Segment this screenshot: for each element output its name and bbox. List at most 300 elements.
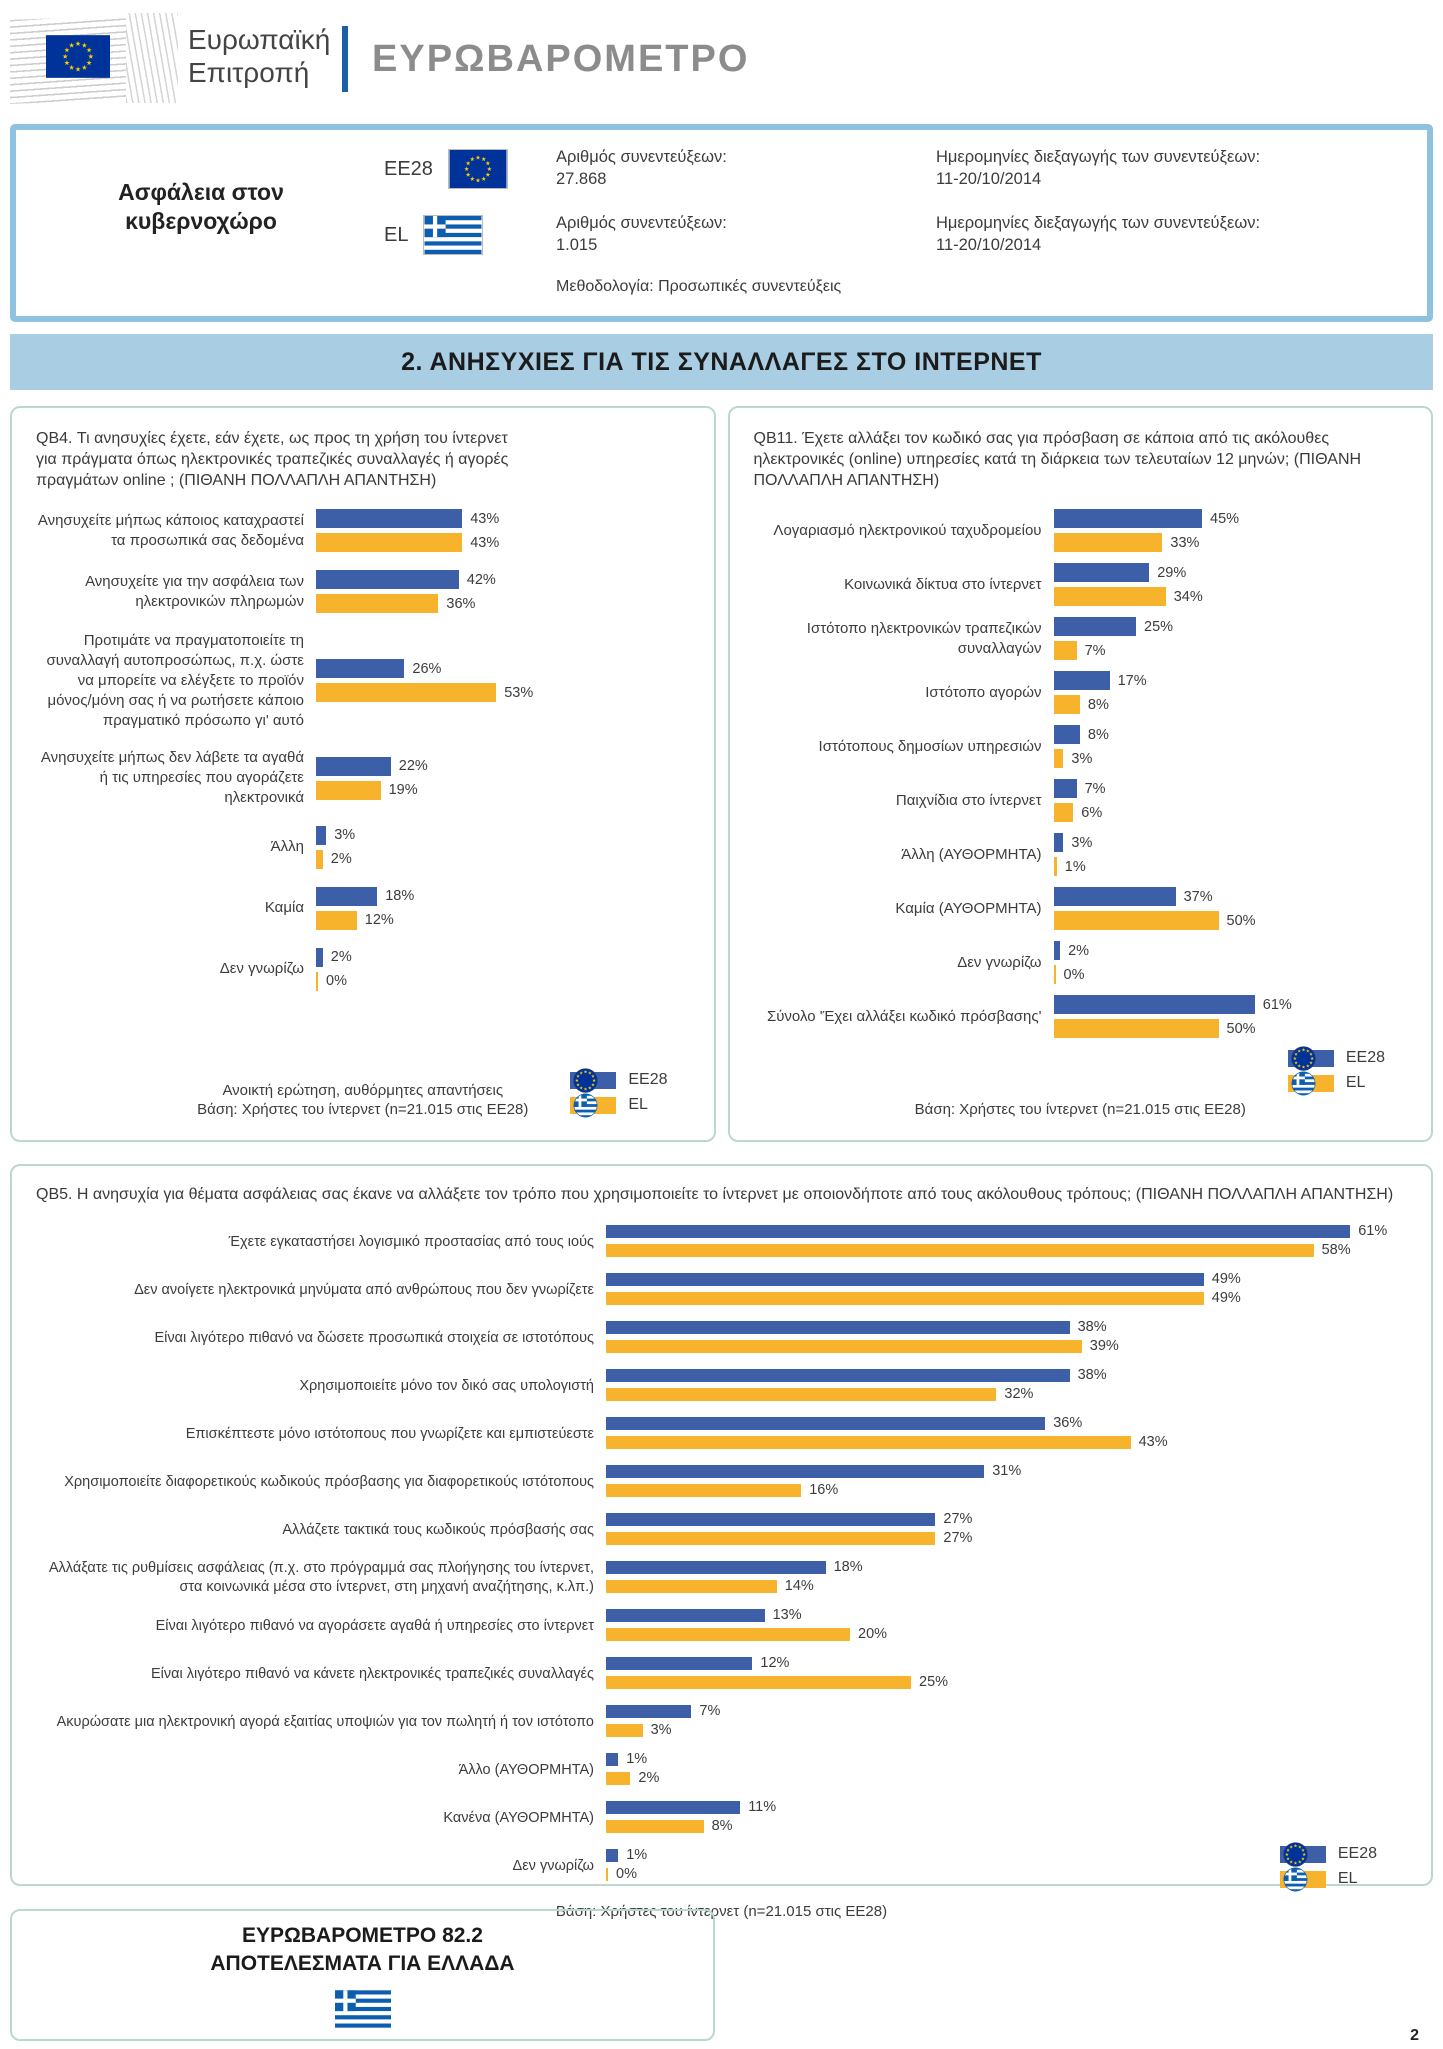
bar-line: [1054, 587, 1408, 606]
value-label: 16%: [809, 1482, 839, 1499]
ee28-bar: [1054, 617, 1137, 636]
report-id-box: [10, 1909, 715, 2041]
value-label: 50%: [1226, 1020, 1256, 1037]
bar-line: [1054, 563, 1408, 582]
interviews-count: 27.868: [556, 170, 607, 189]
methodology-note: Μεθοδολογία: Προσωπικές συνεντεύξεις: [556, 278, 842, 296]
chart-row: [36, 1847, 1407, 1885]
category-label: Ακυρώσατε μια ηλεκτρονική αγορά εξαιτίας υποψιών για τον πωλητή ή τον ιστότοπο: [56, 1713, 594, 1730]
bar-line: [606, 1559, 1407, 1575]
el-bar: [1054, 695, 1080, 714]
bar-line: [1054, 509, 1408, 528]
chart-row: [36, 1319, 1407, 1357]
category-label: Άλλη: [270, 838, 304, 856]
chart-row: [36, 948, 690, 991]
bar-group: [316, 570, 690, 613]
bar-line: [1054, 833, 1408, 852]
value-label: 19%: [388, 782, 418, 798]
qb11-bar-chart: [754, 509, 1408, 1049]
value-label: 49%: [1211, 1271, 1241, 1288]
eu-flag-roundel-icon: [573, 1068, 598, 1093]
ec-logo-curves-decoration: [126, 13, 178, 103]
bar-group: [606, 1559, 1407, 1597]
value-label: 1%: [626, 1751, 648, 1768]
chart-row: [36, 1655, 1407, 1693]
dates-label: Ημερομηνίες διεξαγωγής των συνεντεύξεων:: [936, 214, 1261, 233]
greece-flag-icon: [335, 1990, 391, 2028]
ee28-bar: [606, 1609, 765, 1622]
bar-line: [606, 1319, 1407, 1335]
bar-line: [606, 1818, 1407, 1834]
qb11-question: QB11. Έχετε αλλάξει τον κωδικό σας για πρόσβαση σε κάποια από τις ακόλουθες ηλεκτρονικές (online) υπηρεσίες κατά τη διάρκεια των τελευταίων 12 μηνών; (ΠΙΘΑΝΗ ΠΟΛΛΑΠΛΗ ΑΠΑΝΤΗΣΗ): [753, 430, 1362, 490]
ee28-bar: [1054, 725, 1080, 744]
report-title-line2: ΑΠΟΤΕΛΕΣΜΑΤΑ ΓΙΑ ΕΛΛΑΔΑ: [210, 1952, 515, 1975]
el-code-label: EL: [384, 224, 409, 247]
bar-line: [1054, 779, 1408, 798]
chart-row: [754, 779, 1408, 822]
chart-legend: [1288, 1049, 1385, 1092]
bar-line: [606, 1367, 1407, 1383]
bar-line: [606, 1482, 1407, 1498]
chart-row: [754, 887, 1408, 930]
el-bar: [606, 1292, 1204, 1305]
legend-label-ee28: EE28: [1345, 1049, 1385, 1066]
el-interviews: [556, 212, 936, 268]
el-bar: [1054, 641, 1077, 660]
value-label: 25%: [1144, 618, 1174, 635]
survey-title: [36, 146, 366, 268]
ee28-bar: [316, 570, 459, 589]
value-label: 3%: [650, 1722, 672, 1739]
bar-group: [1054, 995, 1408, 1038]
category-label: Επισκέπτεστε μόνο ιστότοπους που γνωρίζετε και εμπιστεύεστε: [185, 1425, 594, 1442]
el-legend-swatch: [570, 1097, 616, 1114]
value-label: 11%: [748, 1799, 777, 1816]
category-label: Δεν γνωρίζω: [512, 1857, 594, 1874]
ee28-bar: [606, 1225, 1350, 1238]
value-label: 8%: [1087, 696, 1109, 713]
ee28-bar: [316, 887, 377, 906]
ee28-bar: [316, 826, 326, 845]
bar-group: [316, 948, 690, 991]
chart-row: [754, 941, 1408, 984]
bar-line: [1054, 941, 1408, 960]
bar-group: [1054, 779, 1408, 822]
value-label: 6%: [1081, 804, 1103, 821]
bar-group: [606, 1703, 1407, 1741]
bar-line: [316, 826, 690, 845]
bar-group: [606, 1799, 1407, 1837]
greece-flag-roundel-icon: [573, 1093, 598, 1118]
value-label: 38%: [1077, 1367, 1107, 1384]
bar-line: [316, 533, 690, 552]
dates-value: 11-20/10/2014: [936, 236, 1042, 255]
el-legend-swatch: [1288, 1075, 1334, 1092]
chart-row: [754, 617, 1408, 660]
document-title: ΕΥΡΩΒΑΡΟΜΕΤΡΟ: [372, 37, 750, 80]
legend-item-ee28: [1288, 1049, 1385, 1067]
ee28-code-label: EE28: [384, 158, 433, 180]
ee28-bar: [606, 1465, 984, 1478]
category-label: Δεν γνωρίζω: [957, 953, 1042, 971]
el-bar: [1054, 587, 1166, 606]
chart-legend: [570, 1071, 667, 1114]
bar-group: [606, 1751, 1407, 1789]
bar-line: [606, 1655, 1407, 1671]
category-label: Είναι λιγότερο πιθανό να δώσετε προσωπικά στοιχεία σε ιστοτόπους: [154, 1329, 594, 1346]
bar-line: [606, 1223, 1407, 1239]
value-label: 12%: [364, 912, 394, 929]
el-bar: [606, 1388, 996, 1401]
value-label: 3%: [334, 827, 356, 844]
value-label: 20%: [858, 1626, 888, 1643]
value-label: 0%: [616, 1866, 637, 1883]
el-bar: [1054, 1019, 1219, 1038]
legend-item-el: [570, 1096, 667, 1114]
bar-line: [1054, 857, 1408, 876]
bar-line: [1054, 965, 1408, 984]
chart-row: [36, 570, 690, 613]
value-label: 37%: [1183, 888, 1213, 905]
legend-item-el: [1280, 1870, 1377, 1888]
el-bar: [606, 1628, 850, 1641]
bar-line: [316, 683, 690, 702]
el-bar: [1054, 965, 1056, 984]
el-bar: [606, 1436, 1131, 1449]
bar-line: [606, 1463, 1407, 1479]
category-label: Αλλάξατε τις ρυθμίσεις ασφάλειας (π.χ. στο πρόγραμμά σας πλοήγησης του ίντερνετ, στα κοινωνικά μέσα στο ίντερνετ, στη μηχανή αναζήτησης, κ.λπ.): [48, 1560, 594, 1596]
bar-line: [1054, 695, 1408, 714]
bar-group: [1054, 725, 1408, 768]
category-label: Κοινωνικά δίκτυα στο ίντερνετ: [844, 575, 1042, 593]
el-bar: [606, 1772, 630, 1785]
dates-label: Ημερομηνίες διεξαγωγής των συνεντεύξεων:: [936, 148, 1261, 166]
qb4-footnote-2: Βάση: Χρήστες του ίντερνετ (n=21.015 στις ΕΕ28): [197, 1101, 529, 1118]
value-label: 45%: [1210, 510, 1240, 527]
value-label: 0%: [326, 973, 347, 990]
value-label: 8%: [711, 1818, 733, 1835]
el-bar: [606, 1340, 1082, 1353]
chart-row: [36, 1607, 1407, 1645]
bar-line: [316, 509, 690, 528]
value-label: 36%: [446, 595, 476, 612]
legend-item-el: [1288, 1074, 1385, 1092]
eu-flag-icon: [449, 150, 507, 188]
category-label: Καμία (ΑΥΘΟΡΜΗΤΑ): [895, 899, 1042, 917]
value-label: 17%: [1117, 672, 1147, 689]
bar-line: [606, 1434, 1407, 1450]
category-label: Ιστότοπο αγορών: [925, 683, 1042, 701]
el-bar: [1054, 803, 1074, 822]
value-label: 34%: [1173, 588, 1203, 605]
eu-flag-roundel-icon: [1283, 1842, 1308, 1867]
ee28-bar: [606, 1705, 691, 1718]
bar-group: [606, 1319, 1407, 1357]
bar-line: [1054, 725, 1408, 744]
qb4-footnote-1: Ανοικτή ερώτηση, αυθόρμητες απαντήσεις: [222, 1082, 504, 1099]
el-legend-swatch: [1280, 1871, 1326, 1888]
value-label: 13%: [772, 1607, 802, 1624]
category-label: Άλλο (ΑΥΘΟΡΜΗΤΑ): [458, 1761, 594, 1778]
bar-line: [316, 659, 690, 678]
bar-line: [606, 1607, 1407, 1623]
qb4-question: QB4. Τι ανησυχίες έχετε, εάν έχετε, ως προς τη χρήση του ίντερνετ για πράγματα όπως ηλεκτρονικές τραπεζικές συναλλαγές ή αγορές πραγμάτων online ; (ΠΙΘΑΝΗ ΠΟΛΛΑΠΛΗ ΑΠΑΝΤΗΣΗ): [36, 430, 509, 490]
bar-group: [316, 659, 690, 702]
category-label: Δεν γνωρίζω: [219, 960, 304, 978]
chart-row: [754, 509, 1408, 552]
legend-label-el: EL: [628, 1096, 648, 1113]
bar-group: [1054, 833, 1408, 876]
value-label: 61%: [1358, 1223, 1388, 1240]
el-bar: [316, 533, 462, 552]
value-label: 43%: [470, 534, 500, 551]
ee28-dates: [936, 146, 1407, 202]
value-label: 31%: [992, 1463, 1022, 1480]
bar-line: [606, 1242, 1407, 1258]
value-label: 1%: [626, 1847, 648, 1864]
bar-line: [316, 850, 690, 869]
category-label: Χρησιμοποιείτε διαφορετικούς κωδικούς πρόσβασης για διαφορετικούς ιστότοπους: [64, 1473, 594, 1490]
chart-row: [36, 748, 690, 807]
value-label: 50%: [1226, 912, 1256, 929]
ee28-bar: [606, 1513, 935, 1526]
el-flag-cell: [366, 212, 556, 268]
ee28-bar: [606, 1369, 1070, 1382]
category-label: Αλλάζετε τακτικά τους κωδικούς πρόσβασής σας: [282, 1521, 594, 1538]
ee28-bar: [316, 509, 462, 528]
bar-line: [606, 1751, 1407, 1767]
el-bar: [606, 1868, 608, 1881]
ee28-bar: [316, 659, 404, 678]
legend-item-ee28: [570, 1071, 667, 1089]
page-footer: [10, 1909, 1433, 2049]
bar-line: [316, 887, 690, 906]
report-title-line1: ΕΥΡΩΒΑΡΟΜΕΤΡΟ 82.2: [242, 1923, 483, 1947]
category-label: Δεν ανοίγετε ηλεκτρονικά μηνύματα από ανθρώπους που δεν γνωρίζετε: [134, 1281, 594, 1298]
bar-group: [1054, 563, 1408, 606]
ee28-bar: [1054, 563, 1150, 582]
category-label: Άλλη (ΑΥΘΟΡΜΗΤΑ): [901, 845, 1042, 863]
bar-group: [606, 1607, 1407, 1645]
bar-line: [606, 1674, 1407, 1690]
value-label: 33%: [1170, 534, 1200, 551]
category-label: Είναι λιγότερο πιθανό να αγοράσετε αγαθά ή υπηρεσίες στο ίντερνετ: [155, 1617, 594, 1634]
chart-row: [754, 563, 1408, 606]
value-label: 43%: [1138, 1434, 1168, 1451]
bar-group: [316, 757, 690, 800]
bar-line: [1054, 671, 1408, 690]
qb5-footnote: Βάση: Χρήστες του ίντερνετ (n=21.015 στις ΕΕ28): [555, 1903, 888, 1921]
bar-group: [606, 1655, 1407, 1693]
value-label: 18%: [385, 888, 415, 905]
ee28-bar: [606, 1561, 826, 1574]
section-title-banner: 2. ΑΝΗΣΥΧΙΕΣ ΓΙΑ ΤΙΣ ΣΥΝΑΛΛΑΓΕΣ ΣΤΟ ΙΝΤΕΡΝΕΤ: [10, 334, 1433, 390]
bar-group: [606, 1223, 1407, 1261]
ee28-bar: [606, 1801, 740, 1814]
bar-line: [1054, 533, 1408, 552]
bar-line: [316, 948, 690, 967]
el-bar: [1054, 857, 1057, 876]
chart-row: [36, 1415, 1407, 1453]
bar-line: [606, 1338, 1407, 1354]
chart-row: [36, 887, 690, 930]
ee28-bar: [1054, 941, 1061, 960]
chart-row: [754, 671, 1408, 714]
value-label: 8%: [1087, 726, 1109, 743]
survey-title-text: Ασφάλεια στον κυβερνοχώρο: [118, 179, 284, 235]
ee28-legend-swatch: [1288, 1050, 1334, 1067]
category-label: Χρησιμοποιείτε μόνο τον δικό σας υπολογιστή: [299, 1377, 594, 1394]
bar-group: [606, 1367, 1407, 1405]
bar-line: [1054, 803, 1408, 822]
value-label: 3%: [1071, 750, 1093, 767]
category-label: Ανησυχείτε μήπως δεν λάβετε τα αγαθά ή τις υπηρεσίες που αγοράζετε ηλεκτρονικά: [40, 749, 304, 806]
category-label: Σύνολο 'Έχει αλλάξει κωδικό πρόσβασης': [766, 1007, 1042, 1025]
bar-group: [606, 1415, 1407, 1453]
ee28-bar: [606, 1753, 618, 1766]
ee28-bar: [1054, 833, 1064, 852]
value-label: 43%: [470, 510, 500, 527]
greece-flag-icon: [424, 216, 482, 254]
value-label: 61%: [1262, 996, 1292, 1013]
value-label: 2%: [1068, 942, 1090, 959]
bar-line: [1054, 995, 1408, 1014]
bar-line: [1054, 1019, 1408, 1038]
value-label: 2%: [330, 851, 352, 868]
el-bar: [1054, 911, 1219, 930]
charts-row: [10, 406, 1433, 1142]
bar-group: [316, 887, 690, 930]
ee28-bar: [1054, 995, 1255, 1014]
bar-group: [316, 826, 690, 869]
chart-row: [36, 509, 690, 552]
el-bar: [606, 1820, 704, 1833]
value-label: 26%: [412, 660, 442, 677]
greece-flag-roundel-icon: [1283, 1867, 1308, 1892]
value-label: 7%: [699, 1703, 721, 1720]
bar-line: [606, 1770, 1407, 1786]
el-bar: [316, 911, 357, 930]
bar-line: [316, 594, 690, 613]
bar-line: [606, 1626, 1407, 1642]
qb11-chart-panel: [728, 406, 1434, 1142]
value-label: 7%: [1084, 642, 1106, 659]
commission-name-line1: Ευρωπαϊκή: [188, 24, 331, 55]
bar-group: [1054, 617, 1408, 660]
bar-line: [606, 1799, 1407, 1815]
commission-name: [188, 23, 330, 89]
category-label: Κανένα (ΑΥΘΟΡΜΗΤΑ): [443, 1809, 594, 1826]
greece-flag-roundel-icon: [1291, 1071, 1316, 1096]
value-label: 14%: [784, 1578, 814, 1595]
interviews-label: Αριθμός συνεντεύξεων:: [556, 214, 727, 233]
el-bar: [316, 781, 381, 800]
chart-row: [36, 1799, 1407, 1837]
bar-group: [606, 1511, 1407, 1549]
value-label: 3%: [1071, 834, 1093, 851]
european-commission-logo: [8, 11, 338, 107]
dates-value: 11-20/10/2014: [936, 170, 1042, 189]
value-label: 27%: [943, 1530, 973, 1547]
chart-row: [36, 1511, 1407, 1549]
category-label: Ιστότοπους δημοσίων υπηρεσιών: [818, 737, 1042, 755]
value-label: 2%: [638, 1770, 660, 1787]
ee28-bar: [316, 948, 323, 967]
page-number: 2: [1410, 2027, 1419, 2044]
chart-row: [36, 1367, 1407, 1405]
el-bar: [606, 1676, 911, 1689]
chart-row: [36, 1751, 1407, 1789]
el-bar: [316, 594, 438, 613]
qb11-footer: [754, 1049, 1408, 1120]
bar-line: [316, 757, 690, 776]
bar-line: [316, 570, 690, 589]
bar-group: [1054, 887, 1408, 930]
legend-label-el: EL: [1337, 1870, 1358, 1888]
ee28-flag-cell: [366, 146, 556, 202]
qb5-bar-chart: [36, 1223, 1407, 1895]
category-label: Ανησυχείτε μήπως κάποιος καταχραστεί τα προσωπικά σας δεδομένα: [37, 512, 304, 549]
category-label: Λογαριασμό ηλεκτρονικού ταχυδρομείου: [773, 521, 1042, 539]
value-label: 2%: [330, 949, 352, 966]
legend-label-el: EL: [1345, 1074, 1366, 1091]
chart-row: [36, 1271, 1407, 1309]
ee28-bar: [606, 1321, 1070, 1334]
value-label: 39%: [1089, 1338, 1119, 1355]
ee28-legend-swatch: [1280, 1846, 1326, 1863]
category-label: Ιστότοπο ηλεκτρονικών τραπεζικών συναλλαγών: [806, 620, 1042, 657]
bar-line: [606, 1722, 1407, 1738]
ee28-bar: [1054, 671, 1110, 690]
legend-label-ee28: EE28: [1337, 1845, 1377, 1863]
bar-line: [606, 1511, 1407, 1527]
qb5-chart-panel: [10, 1164, 1433, 1921]
chart-row: [754, 833, 1408, 876]
chart-row: [36, 1703, 1407, 1741]
el-bar: [1054, 533, 1163, 552]
value-label: 36%: [1053, 1415, 1083, 1432]
bar-line: [1054, 887, 1408, 906]
value-label: 27%: [943, 1511, 973, 1528]
bar-group: [1054, 671, 1408, 714]
bar-line: [606, 1578, 1407, 1594]
chart-row: [36, 1463, 1407, 1501]
el-bar: [1054, 749, 1064, 768]
el-bar: [316, 972, 318, 991]
value-label: 12%: [760, 1655, 790, 1672]
el-bar: [606, 1484, 801, 1497]
chart-row: [36, 631, 690, 730]
ee28-bar: [1054, 779, 1077, 798]
value-label: 53%: [504, 684, 534, 701]
ee28-legend-swatch: [570, 1072, 616, 1089]
el-bar: [606, 1724, 643, 1737]
bar-group: [316, 509, 690, 552]
el-dates: [936, 212, 1407, 268]
qb4-chart-panel: [10, 406, 716, 1142]
legend-item-ee28: [1280, 1845, 1377, 1863]
value-label: 7%: [1084, 780, 1106, 797]
bar-line: [316, 911, 690, 930]
page-header: [0, 0, 1443, 118]
value-label: 0%: [1063, 966, 1085, 983]
bar-line: [1054, 911, 1408, 930]
el-bar: [316, 683, 496, 702]
bar-line: [316, 972, 690, 991]
el-bar: [316, 850, 323, 869]
bar-group: [606, 1463, 1407, 1501]
bar-line: [606, 1271, 1407, 1287]
